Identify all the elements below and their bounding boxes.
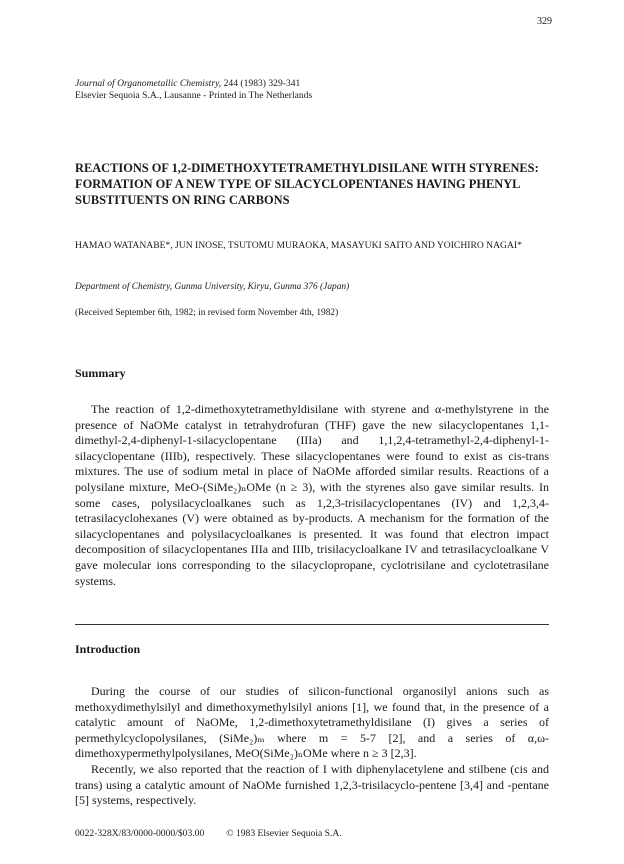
summary-heading: Summary [75, 366, 126, 380]
introduction-paragraph-1: During the course of our studies of silicon-functional organosilyl anions such as methoxydimethylsilyl and dimethoxymethylsilyl anions [1], we found that, in the presence of a catalytic amount of NaOMe, 1,2-dimethoxytetramethyldisilane (I) gives a series of permethylcyclopolysilanes, (SiMe₂)ₘ where m = 5-7 [2], and a series of α,ω-dimethoxypermethylpolysilanes, MeO(SiMe₂)ₙOMe where n ≥ 3 [2,3]. [75, 684, 549, 761]
copyright: © 1983 Elsevier Sequoia S.A. [226, 828, 342, 839]
affiliation: Department of Chemistry, Gunma University, Kiryu, Gunma 376 (Japan) [75, 282, 350, 292]
introduction-heading: Introduction [75, 642, 141, 656]
introduction-body [75, 684, 549, 809]
authors: HAMAO WATANABE*, JUN INOSE, TSUTOMU MURAOKA, MASAYUKI SAITO AND YOICHIRO NAGAI* [75, 240, 522, 251]
section-divider [75, 624, 549, 625]
received-dates: (Received September 6th, 1982; in revised form November 4th, 1982) [75, 308, 339, 318]
journal-info [75, 78, 312, 102]
introduction-paragraph-2: Recently, we also reported that the reaction of I with diphenylacetylene and stilbene (cis and trans) using a catalytic amount of NaOMe furnished 1,2,3-trisilacyclo-pentene [3,4] and -pentane [5] systems, respectively. [75, 761, 549, 808]
article-code: 0022-328X/83/0000-0000/$03.00 [75, 828, 205, 839]
summary-text: The reaction of 1,2-dimethoxytetramethyldisilane with styrene and α-methylstyrene in the presence of NaOMe catalyst in tetrahydrofuran (THF) gave the new silacyclopentanes 1,1-dimethyl-2,4-diphenyl-1-silacyclopentane (IIIa) and 1,1,2,4-tetramethyl-2,4-diphenyl-1-silacyclopentane (IIIb), respectively. These silacyclopentanes were found to exist as cis-trans mixtures. The use of sodium metal in place of NaOMe afforded similar results. Reactions of a polysilane mixture, MeO-(SiMe₂)ₙOMe (n ≥ 3), with the styrenes also gave similar results. In some cases, polysilacycloalkanes such as 1,2,3-trisilacyclopentanes (IV) and 1,2,3,4-tetrasilacyclohexanes (V) were obtained as by-products. A mechanism for the formation of the silacyclopentanes and polysilacycloalkanes is presented. It was found that electron impact decomposition of silacyclopentanes IIIa and IIIb, trisilacycloalkane IV and tetrasilacycloalkane V gave molecular ions corresponding to the silacyclopropane, cyclotrisilane and cyclotetrasilane systems. [75, 402, 549, 588]
footer [75, 828, 555, 839]
journal-citation: 244 (1983) 329-341 [221, 78, 301, 89]
journal-citation-line [75, 78, 312, 90]
page-number: 329 [537, 16, 552, 27]
paper-title: REACTIONS OF 1,2-DIMETHOXYTETRAMETHYLDISILANE WITH STYRENES: FORMATION OF A NEW TYPE OF SILACYCLOPENTANES HAVING PHENYL SUBSTITUENTS ON RING CARBONS [75, 161, 539, 207]
publisher-line: Elsevier Sequoia S.A., Lausanne - Printed in The Netherlands [75, 90, 313, 101]
journal-name: Journal of Organometallic Chemistry, [75, 78, 222, 89]
